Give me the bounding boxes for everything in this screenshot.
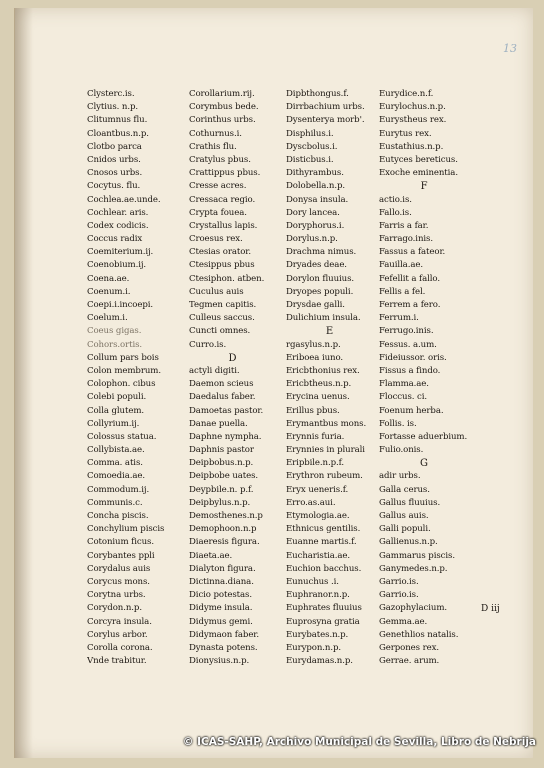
dictionary-entry: Euanne martis.f. — [286, 537, 357, 548]
dictionary-entry: Ctesiphon. atben. — [189, 273, 265, 284]
dictionary-entry: Euphrates fluuius — [286, 603, 362, 614]
dictionary-entry: Doryphorus.i. — [286, 220, 345, 231]
dictionary-entry: Eripbile.n.p.f. — [286, 458, 345, 469]
dictionary-entry: Etymologia.ae. — [286, 511, 350, 521]
dictionary-entry: Crypta fouea. — [189, 207, 247, 218]
dictionary-entry: Codex codicis. — [87, 220, 149, 231]
dictionary-entry: Collum pars bois — [87, 352, 159, 363]
dictionary-entry: Dorylon fluuius. — [286, 273, 355, 284]
dictionary-entry: Cohors.ortis. — [87, 339, 143, 350]
dictionary-entry: Eutyces bereticus. — [379, 154, 458, 165]
dictionary-entry: Corolla corona. — [87, 642, 153, 653]
dictionary-entry: Gallus fluuius. — [379, 497, 441, 508]
dictionary-entry: Gemma.ae. — [379, 616, 428, 627]
folio-mark: 13 — [503, 42, 517, 55]
dictionary-entry: Colophon. cibus — [87, 379, 156, 390]
dictionary-entry: Ericbtheus.n.p. — [286, 379, 352, 390]
dictionary-entry: Cresse acres. — [189, 181, 247, 192]
dictionary-entry: Crystallus lapis. — [189, 220, 258, 231]
dictionary-entry: Eurystheus rex. — [379, 115, 447, 126]
dictionary-entry: Eunuchus .i. — [286, 576, 339, 587]
dictionary-entry: Dipbthongus.f. — [286, 89, 349, 99]
dictionary-entry: Gallus auis. — [379, 511, 429, 521]
dictionary-entry: Erro.as.aui. — [286, 497, 336, 508]
dictionary-entry: Conchylium piscis — [87, 524, 165, 535]
dictionary-entry: Eurydice.n.f. — [379, 89, 434, 99]
dictionary-entry: Eurydamas.n.p. — [286, 656, 353, 667]
dictionary-entry: Coccus radix — [87, 234, 143, 245]
dictionary-entry: Tegmen capitis. — [189, 300, 257, 310]
dictionary-entry: Coelum.i. — [87, 313, 128, 324]
dictionary-entry: Eriboea iuno. — [286, 352, 344, 363]
dictionary-entry: Coena.ae. — [87, 273, 130, 284]
dictionary-entry: Erycina uenus. — [286, 392, 350, 403]
dictionary-entry: Daphne nympha. — [189, 431, 262, 442]
dictionary-entry: Colebi populi. — [87, 392, 147, 403]
section-letter: F — [420, 181, 428, 193]
dictionary-entry: Didyme insula. — [189, 603, 253, 614]
dictionary-entry: Drysdae galli. — [286, 300, 345, 310]
dictionary-entry: Vnde trabitur. — [87, 656, 147, 667]
dictionary-entry: Fortasse aduerbium. — [379, 431, 468, 442]
dictionary-entry: Corollarium.rij. — [189, 89, 255, 99]
dictionary-entry: Dory lancea. — [286, 207, 340, 218]
dictionary-entry: Cothurnus.i. — [189, 128, 242, 139]
dictionary-entry: Erillus pbus. — [286, 405, 340, 416]
dictionary-entry: Concha piscis. — [87, 511, 149, 521]
dictionary-entry: Garrio.is. — [379, 576, 419, 587]
dictionary-entry: Corytna urbs. — [87, 590, 146, 601]
dictionary-entry: Exoche eminentia. — [379, 168, 458, 179]
dictionary-entry: Fessus. a.um. — [379, 339, 437, 350]
dictionary-entry: Dolobella.n.p. — [286, 181, 346, 192]
dictionary-entry: Communis.c. — [87, 497, 143, 508]
binding-shadow — [15, 8, 33, 758]
dictionary-entry: Ctesippus pbus — [189, 260, 255, 271]
dictionary-entry: Erynnies in plurali — [286, 445, 365, 456]
dictionary-entry: Coemiterium.ij. — [87, 247, 154, 258]
dictionary-entry: Didymaon faber. — [189, 629, 259, 640]
dictionary-entry: adir urbs. — [379, 471, 421, 482]
dictionary-entry: Cochlea.ae.unde. — [87, 194, 161, 205]
dictionary-entry: Disticbus.i. — [286, 154, 334, 165]
column-4 — [379, 88, 469, 668]
dictionary-entry: Fellis a fel. — [379, 286, 426, 297]
dictionary-entry: Culleus saccus. — [189, 313, 255, 324]
dictionary-entry: Dirrbachium urbs. — [286, 102, 365, 113]
dictionary-entry: Comoedia.ae. — [87, 471, 146, 482]
dictionary-entry: Galli populi. — [379, 524, 431, 535]
dictionary-entry: Cloantbus.n.p. — [87, 128, 149, 139]
dictionary-entry: Cocytus. flu. — [87, 181, 141, 192]
dictionary-entry: Drachma nimus. — [286, 247, 357, 258]
dictionary-entry: Croesus rex. — [189, 234, 243, 245]
dictionary-entry: Ericbthonius rex. — [286, 365, 360, 376]
dictionary-entry: Euphranor.n.p. — [286, 590, 350, 601]
dictionary-entry: Fauilla.ae. — [379, 260, 423, 271]
column-2 — [189, 88, 276, 668]
dictionary-entry: Dryopes populi. — [286, 286, 354, 297]
dictionary-entry: Ethnicus gentilis. — [286, 524, 361, 535]
dictionary-entry: Genethlios natalis. — [379, 629, 459, 640]
dictionary-entry: Dorylus.n.p. — [286, 234, 338, 245]
dictionary-entry: Corcyra insula. — [87, 616, 152, 627]
dictionary-entry: Garrio.is. — [379, 590, 419, 601]
dictionary-entry: Coepi.i.incoepi. — [87, 300, 154, 310]
dictionary-entry: Cressaca regio. — [189, 194, 256, 205]
dictionary-entry: Dicio potestas. — [189, 590, 252, 601]
dictionary-entry: Fissus a findo. — [379, 365, 441, 376]
dictionary-entry: Corybantes ppli — [87, 550, 155, 561]
dictionary-entry: Eurytus rex. — [379, 128, 432, 139]
dictionary-entry: Deipbobus.n.p. — [189, 458, 254, 469]
dictionary-entry: Dyscbolus.i. — [286, 141, 338, 152]
dictionary-columns — [87, 88, 535, 668]
dictionary-entry: Fassus a fateor. — [379, 247, 446, 258]
dictionary-entry: Demosthenes.n.p — [189, 511, 263, 521]
dictionary-entry: Coeus gigas. — [87, 326, 142, 337]
dictionary-entry: Didymus gemi. — [189, 616, 253, 627]
dictionary-entry: Eucharistia.ae. — [286, 550, 351, 561]
dictionary-entry: Cratylus pbus. — [189, 154, 251, 165]
dictionary-entry: Deipbobe uates. — [189, 471, 259, 482]
section-letter: E — [325, 326, 334, 338]
column-3 — [286, 88, 373, 668]
dictionary-entry: Cnosos urbs. — [87, 168, 143, 179]
dictionary-entry: Crathis flu. — [189, 141, 237, 152]
section-letter: D — [228, 352, 237, 364]
dictionary-entry: Cochlear. aris. — [87, 207, 149, 218]
dictionary-entry: Dulichium insula. — [286, 313, 361, 324]
dictionary-entry: Comma. atis. — [87, 458, 143, 469]
dictionary-entry: Dictinna.diana. — [189, 576, 254, 587]
copyright-watermark: © ICAS-SAHP, Archivo Municipal de Sevilla, Libro de Nebrija — [182, 736, 536, 748]
dictionary-entry: Cnidos urbs. — [87, 154, 141, 165]
dictionary-entry: Eryx ueneris.f. — [286, 484, 349, 495]
dictionary-entry: Fallo.is. — [379, 207, 412, 218]
dictionary-entry: Ctesias orator. — [189, 247, 251, 258]
dictionary-entry: Disphilus.i. — [286, 128, 334, 139]
dictionary-entry: Collybista.ae. — [87, 445, 145, 456]
dictionary-entry: Galla cerus. — [379, 484, 430, 495]
dictionary-entry: Daemon scieus — [189, 379, 254, 390]
dictionary-entry: Floccus. ci. — [379, 392, 428, 403]
dictionary-entry: Clitumnus flu. — [87, 115, 148, 126]
dictionary-entry: Corylus arbor. — [87, 629, 148, 640]
dictionary-entry: Fefellit a fallo. — [379, 273, 440, 284]
dictionary-entry: Dryades deae. — [286, 260, 347, 271]
dictionary-entry: Collyrium.ij. — [87, 418, 140, 429]
dictionary-entry: Gazophylacium. — [379, 603, 448, 614]
dictionary-entry: Cuncti omnes. — [189, 326, 251, 337]
dictionary-entry: Ferrugo.inis. — [379, 326, 434, 337]
dictionary-entry: Farris a far. — [379, 220, 429, 231]
dictionary-entry: actyli digiti. — [189, 365, 240, 376]
dictionary-entry: Gerpones rex. — [379, 642, 439, 653]
dictionary-entry: Dynasta potens. — [189, 642, 258, 653]
dictionary-entry: Cotonium ficus. — [87, 537, 154, 548]
dictionary-entry: Fulio.onis. — [379, 445, 424, 456]
dictionary-entry: Colossus statua. — [87, 431, 157, 442]
dictionary-entry: Erynnis furia. — [286, 431, 345, 442]
dictionary-entry: Curro.is. — [189, 339, 227, 350]
dictionary-entry: Ferrum.i. — [379, 313, 419, 324]
dictionary-entry: Dialyton figura. — [189, 563, 256, 574]
dictionary-entry: actio.is. — [379, 194, 412, 205]
dictionary-entry: Follis. is. — [379, 418, 417, 429]
dictionary-entry: Gallienus.n.p. — [379, 537, 438, 548]
dictionary-entry: Fideiussor. oris. — [379, 352, 447, 363]
dictionary-entry: Erythron rubeum. — [286, 471, 363, 482]
dictionary-entry: Ganymedes.n.p. — [379, 563, 448, 574]
dictionary-entry: Demophoon.n.p — [189, 524, 257, 535]
dictionary-entry: Clysterc.is. — [87, 89, 135, 99]
section-letter: G — [420, 458, 428, 470]
dictionary-entry: Clotbo parca — [87, 141, 142, 152]
dictionary-entry: Corydalus auis — [87, 563, 151, 574]
dictionary-entry: Deipbylus.n.p. — [189, 497, 251, 508]
dictionary-entry: Corycus mons. — [87, 576, 150, 587]
dictionary-entry: Eurybates.n.p. — [286, 629, 349, 640]
dictionary-entry: Danae puella. — [189, 418, 248, 429]
dictionary-entry: Deypbile.n. p.f. — [189, 484, 254, 495]
dictionary-entry: Gammarus piscis. — [379, 550, 455, 561]
dictionary-entry: Corinthus urbs. — [189, 115, 256, 126]
dictionary-entry: Farrago.inis. — [379, 234, 433, 245]
dictionary-entry: rgasylus.n.p. — [286, 339, 341, 350]
dictionary-entry: Dionysius.n.p. — [189, 656, 250, 667]
dictionary-entry: Daphnis pastor — [189, 445, 254, 456]
dictionary-entry: Eurypon.n.p. — [286, 642, 342, 653]
dictionary-entry: Foenum herba. — [379, 405, 444, 416]
dictionary-entry: Colla glutem. — [87, 405, 145, 416]
dictionary-entry: Corymbus bede. — [189, 102, 259, 113]
dictionary-entry: Cuculus auis — [189, 286, 244, 297]
dictionary-entry: Eurylochus.n.p. — [379, 102, 446, 113]
dictionary-entry: Diaeta.ae. — [189, 550, 233, 561]
dictionary-entry: Gerrae. arum. — [379, 656, 440, 667]
dictionary-entry: Damoetas pastor. — [189, 405, 264, 416]
signature-mark: D iij — [481, 604, 500, 614]
dictionary-entry: Coenobium.ij. — [87, 260, 147, 271]
document-page — [14, 8, 533, 758]
dictionary-entry: Corydon.n.p. — [87, 603, 142, 614]
dictionary-entry: Euprosyna gratia — [286, 616, 360, 627]
dictionary-entry: Erymantbus mons. — [286, 418, 367, 429]
dictionary-entry: Flamma.ae. — [379, 379, 429, 390]
dictionary-entry: Daedalus faber. — [189, 392, 256, 403]
dictionary-entry: Eustathius.n.p. — [379, 141, 444, 152]
column-1 — [87, 88, 183, 668]
dictionary-entry: Ferrem a fero. — [379, 300, 441, 310]
dictionary-entry: Euchion bacchus. — [286, 563, 362, 574]
dictionary-entry: Dysenterya morb'. — [286, 115, 365, 126]
dictionary-entry: Colon membrum. — [87, 365, 161, 376]
dictionary-entry: Coenum.i. — [87, 286, 131, 297]
dictionary-entry: Crattippus pbus. — [189, 168, 261, 179]
dictionary-entry: Dithyrambus. — [286, 168, 344, 179]
dictionary-entry: Diaeresis figura. — [189, 537, 260, 548]
dictionary-entry: Clytius. n.p. — [87, 102, 138, 113]
dictionary-entry: Commodum.ij. — [87, 484, 150, 495]
dictionary-entry: Donysa insula. — [286, 194, 349, 205]
